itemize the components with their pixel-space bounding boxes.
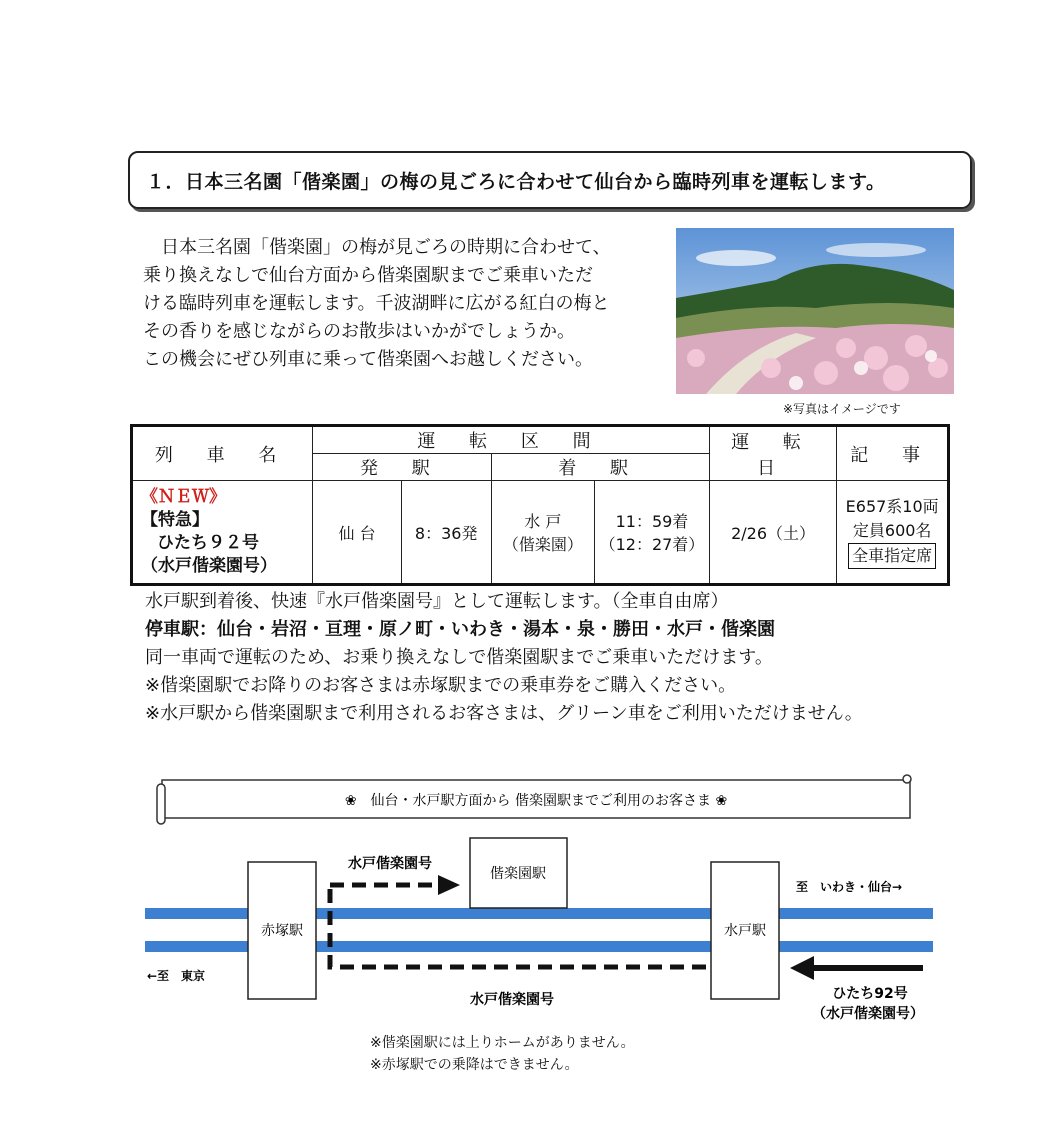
plum-garden-photo xyxy=(676,228,954,394)
arrive-time-cell xyxy=(595,481,710,585)
stops-line: 停車駅：仙台・岩沼・亘理・原ノ町・いわき・湯本・泉・勝田・水戸・偕楽園 xyxy=(145,619,775,640)
footnote-line: ※偕楽園駅には上りホームがありません。 xyxy=(370,1035,635,1051)
depart-station: 仙 台 xyxy=(313,481,402,585)
train-nickname: （水戸偕楽園号） xyxy=(141,556,277,576)
intro-line: その香りを感じながらのお散歩はいかがでしょうか。 xyxy=(143,321,575,342)
intro-line: 乗り換えなしで仙台方面から偕楽園駅までご乗車いただ xyxy=(143,265,593,286)
col-header-date: 運 転 日 xyxy=(709,426,837,481)
arrow-left-icon xyxy=(790,956,814,980)
footnotes xyxy=(370,1032,635,1076)
note-line: ※水戸駅から偕楽園駅まで利用されるお客さまは、グリーン車をご利用いただけません。 xyxy=(145,703,863,724)
to-tokyo-label: ←至 東京 xyxy=(147,969,206,983)
col-header-note: 記 事 xyxy=(837,426,949,481)
intro-paragraph xyxy=(143,234,663,374)
train-name-cell xyxy=(132,481,313,585)
notes-block xyxy=(145,588,863,728)
mito-station-label: 水戸駅 xyxy=(724,923,766,939)
top-route-label: 水戸偕楽園号 xyxy=(348,856,432,872)
train-name: ひたち９２号 xyxy=(157,533,259,553)
route-diagram xyxy=(0,760,1062,1030)
new-badge: 《ＮＥＷ》 xyxy=(141,487,226,507)
note-line: 同一車両で運転のため、お乗り換えなしで偕楽園駅までご乗車いただけます。 xyxy=(145,647,773,668)
footnote-line: ※赤塚駅での乗降はできません。 xyxy=(370,1057,579,1073)
note-cell xyxy=(837,481,949,585)
note-line: 水戸駅到着後、快速『水戸偕楽園号』として運転します。（全車自由席） xyxy=(145,591,729,612)
note-capacity: 定員600名 xyxy=(852,521,932,540)
depart-time: 8：36発 xyxy=(401,481,491,585)
col-header-arrive: 着 駅 xyxy=(491,454,709,481)
note-line: ※偕楽園駅でお降りのお客さまは赤塚駅までの乗車券をご購入ください。 xyxy=(145,675,737,696)
intro-line: 日本三名園「偕楽園」の梅が見ごろの時期に合わせて、 xyxy=(143,237,611,258)
banner-scroll xyxy=(157,775,911,824)
col-header-depart: 発 駅 xyxy=(313,454,491,481)
banner-text: ❀ 仙台・水戸駅方面から 偕楽園駅までご利用のお客さま ❀ xyxy=(344,793,728,809)
arrive-time-sub: （12：27着） xyxy=(599,535,705,554)
to-sendai-label: 至 いわき・仙台→ xyxy=(796,880,903,894)
col-header-train: 列 車 名 xyxy=(132,426,313,481)
table-row xyxy=(132,481,949,585)
col-header-section: 運 転 区 間 xyxy=(313,426,710,454)
run-date: 2/26（土） xyxy=(709,481,837,585)
schedule-table xyxy=(130,424,950,586)
train-label-1: ひたち92号 xyxy=(832,986,908,1002)
arrive-time: 11：59着 xyxy=(615,512,689,531)
intro-line: ける臨時列車を運転します。千波湖畔に広がる紅白の梅と xyxy=(143,293,610,314)
reserved-badge: 全車指定席 xyxy=(848,543,936,569)
train-label-2: （水戸偕楽園号） xyxy=(812,1006,924,1022)
arrow-right-icon xyxy=(438,875,460,895)
train-type: 【特急】 xyxy=(141,510,209,530)
kairakuen-station-label: 偕楽園駅 xyxy=(490,866,546,882)
section-heading: １．日本三名園「偕楽園」の梅の見ごろに合わせて仙台から臨時列車を運転します。 xyxy=(128,151,972,209)
arrive-station-sub: （偕楽園） xyxy=(502,535,583,554)
arrive-station: 水 戸 xyxy=(524,512,562,531)
note-car: E657系10両 xyxy=(845,497,939,516)
arrive-station-cell xyxy=(491,481,595,585)
akatsuka-station-label: 赤塚駅 xyxy=(261,923,303,939)
photo-caption: ※写真はイメージです xyxy=(783,402,901,416)
intro-line: この機会にぜひ列車に乗って偕楽園へお越しください。 xyxy=(143,349,593,370)
bottom-route-label: 水戸偕楽園号 xyxy=(470,992,554,1008)
